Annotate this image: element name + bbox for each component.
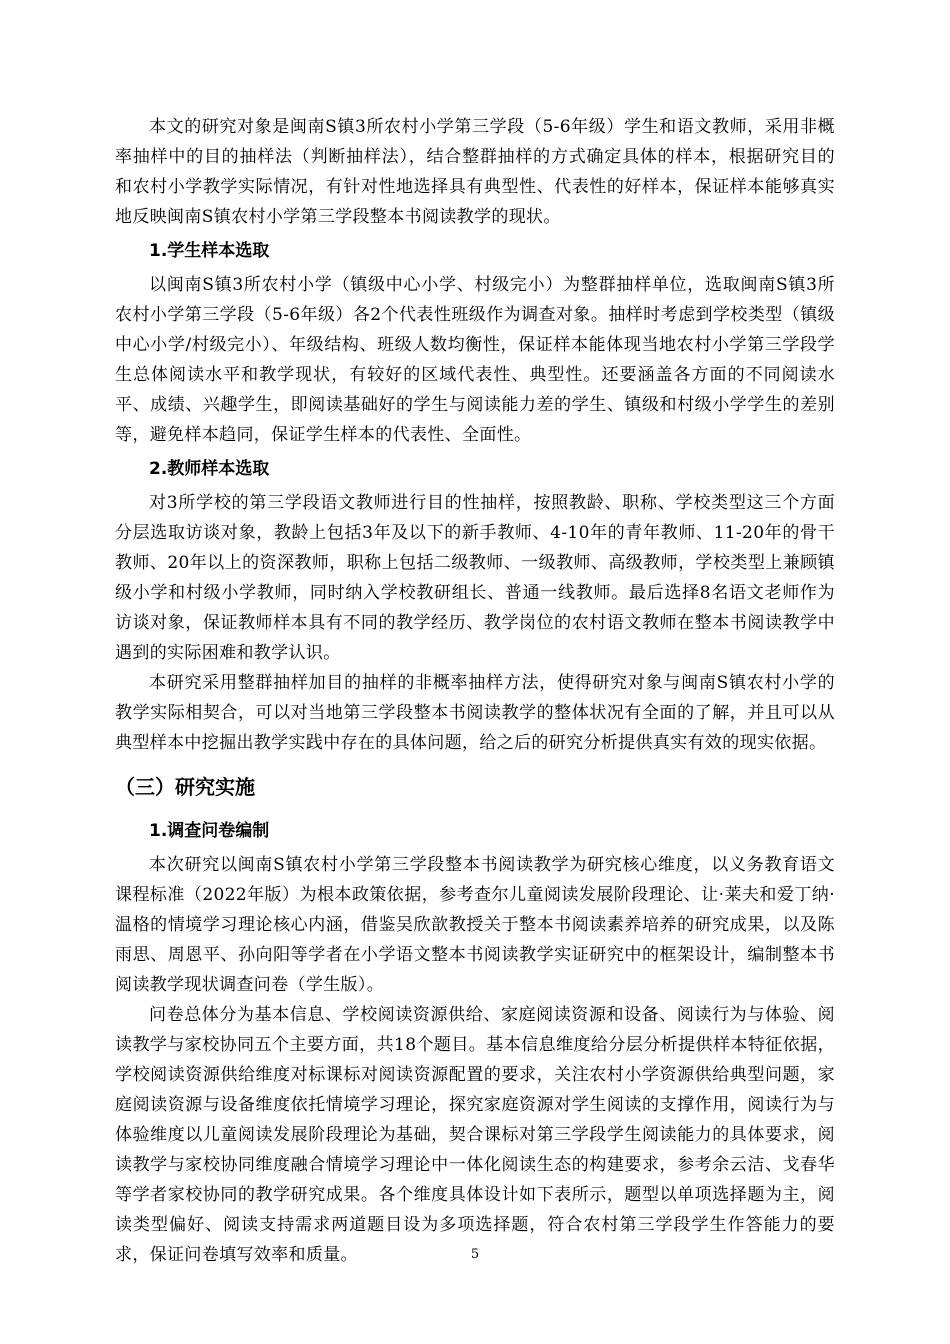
paragraph-student-sample: 以闽南S镇3所农村小学（镇级中心小学、村级完小）为整群抽样单位，选取闽南S镇3所农村小学第三学段（5-6年级）各2个代表性班级作为调查对象。抽样时考虑到学校类型（镇级中心小学/村级完小）、年级结构、班级人数均衡性，保证样本能体现当地农村小学第三学段学生总体阅读水平和教学现状，有较好的区域代表性、典型性。还要涵盖各方面的不同阅读水平、成绩、兴趣学生，即阅读基础好的学生与阅读能力差的学生、镇级和村级小学学生的差别等，避免样本趋同，保证学生样本的代表性、全面性。 (115, 275, 835, 445)
paragraph-method-summary: 本研究采用整群抽样加目的抽样的非概率抽样方法，使得研究对象与闽南S镇农村小学的教学实际相契合，可以对当地第三学段整本书阅读教学的整体状况有全面的了解，并且可以从典型样本中挖掘出教学实践中存在的具体问题，给之后的研究分析提供真实有效的现实依据。 (115, 673, 835, 753)
heading-teacher-sample: 2.教师样本选取 (149, 459, 270, 479)
paragraph-questionnaire-basis: 本次研究以闽南S镇农村小学第三学段整本书阅读教学为研究核心维度，以义务教育语文课程标准（2022年版）为根本政策依据，参考查尔儿童阅读发展阶段理论、让·莱夫和爱丁纳·温格的情境学习理论核心内涵，借鉴吴欣歆教授关于整本书阅读素养培养的研究成果，以及陈雨思、周恩平、孙向阳等学者在小学语文整本书阅读教学实证研究中的框架设计，编制整本书阅读教学现状调查问卷（学生版）。 (115, 855, 835, 995)
document-page (115, 112, 835, 1270)
heading-student-sample: 1.学生样本选取 (149, 241, 270, 261)
heading-questionnaire: 1.调查问卷编制 (149, 821, 270, 841)
paragraph-questionnaire-structure: 问卷总体分为基本信息、学校阅读资源供给、家庭阅读资源和设备、阅读行为与体验、阅读教学与家校协同五个主要方面，共18个题目。基本信息维度给分层分析提供样本特征依据，学校阅读资源供给维度对标课标对阅读资源配置的要求，关注农村小学资源供给典型问题，家庭阅读资源与设备维度依托情境学习理论，探究家庭资源对学生阅读的支撑作用，阅读行为与体验维度以儿童阅读发展阶段理论为基础，契合课标对第三学段学生阅读能力的具体要求，阅读教学与家校协同维度融合情境学习理论中一体化阅读生态的构建要求，参考余云洁、戈春华等学者家校协同的教学研究成果。各个维度具体设计如下表所示，题型以单项选择题为主，阅读类型偏好、阅读支持需求两道题目设为多项选择题，符合农村第三学段学生作答能力的要求，保证问卷填写效率和质量。 (115, 1005, 835, 1265)
page-number: 5 (470, 1247, 480, 1262)
paragraph-intro: 本文的研究对象是闽南S镇3所农村小学第三学段（5-6年级）学生和语文教师，采用非概率抽样中的目的抽样法（判断抽样法），结合整群抽样的方式确定具体的样本，根据研究目的和农村小学教学实际情况，有针对性地选择具有典型性、代表性的好样本，保证样本能够真实地反映闽南S镇农村小学第三学段整本书阅读教学的现状。 (115, 117, 835, 227)
paragraph-teacher-sample: 对3所学校的第三学段语文教师进行目的性抽样，按照教龄、职称、学校类型这三个方面分层选取访谈对象，教龄上包括3年及以下的新手教师、4-10年的青年教师、11-20年的骨干教师、20年以上的资深教师，职称上包括二级教师、一级教师、高级教师，学校类型上兼顾镇级小学和村级小学教师，同时纳入学校教研组长、普通一线教师。最后选择8名语文老师作为访谈对象，保证教师样本具有不同的教学经历、教学岗位的农村语文教师在整本书阅读教学中遇到的实际困难和教学认识。 (115, 493, 835, 663)
heading-section-three: （三）研究实施 (115, 775, 255, 799)
